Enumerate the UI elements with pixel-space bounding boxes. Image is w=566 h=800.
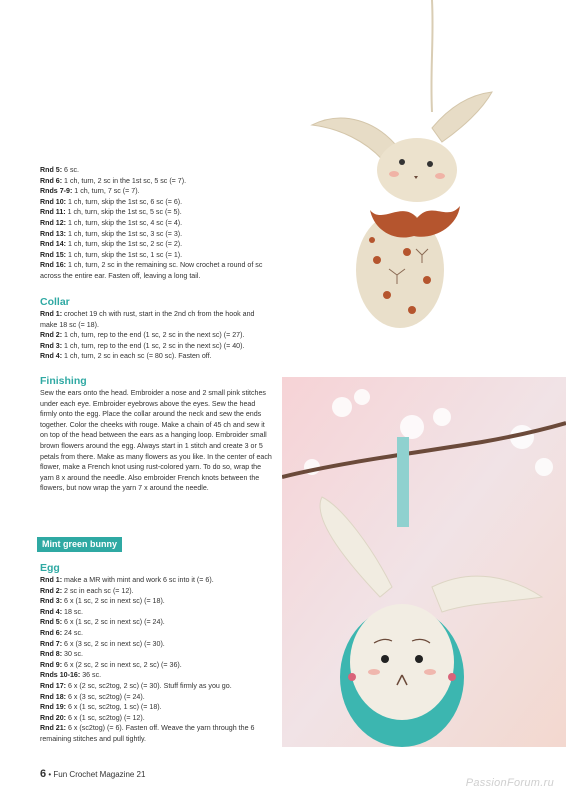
finishing-text: Sew the ears onto the head. Embroider a nose and 2 small pink stitches under each eye. Embroider eyebrows above the eyes. Sew the head firmly onto the egg. Place the collar around the neck and sew the ends together. Color the cheeks with rouge. Make a chain of 45 ch and sew it on top of the head between the ears as a hanging loop. Embroider small brown flowers around the egg. Always start in 1 stitch and create 3 or 5 petals from there. Make as many flowers as you like. In the center of each flower, make a French knot using rust-colored yarn. To do so, wrap the yarn 8 x around the needle. Also embroider French knots between the flowers, but now wrap the yarn 7 x around the needle.: [40, 389, 272, 493]
egg-round: Rnd 21: 6 x (sc2tog) (= 6). Fasten off. Weave the yarn through the 6 remaining stitches and pull tightly.: [40, 724, 255, 743]
mint-bunny-photo: [282, 377, 566, 747]
ear-round: Rnd 15: 1 ch, turn, skip the 1st sc, 1 sc (= 1).: [40, 250, 183, 259]
egg-round: Rnd 3: 6 x (1 sc, 2 sc in next sc) (= 18).: [40, 597, 165, 606]
ear-round: Rnd 12: 1 ch, turn, skip the 1st sc, 4 sc (= 4).: [40, 218, 183, 227]
ear-round: Rnd 16: 1 ch, turn, 2 sc in the remaining sc. Now crochet a round of sc across the entire ear. Fasten off, leaving a long tail.: [40, 261, 263, 280]
egg-round: Rnd 5: 6 x (1 sc, 2 sc in next sc) (= 24).: [40, 618, 165, 627]
collar-round: Rnd 3: 1 ch, turn, rep to the end (1 sc, 2 sc in the next sc) (= 40).: [40, 341, 245, 350]
ear-round: Rnd 13: 1 ch, turn, skip the 1st sc, 3 sc (= 3).: [40, 229, 183, 238]
finishing-heading: Finishing: [40, 375, 87, 387]
ear-round: Rnd 6: 1 ch, turn, 2 sc in the 1st sc, 5 sc (= 7).: [40, 176, 187, 185]
egg-round: Rnd 19: 6 x (1 sc, sc2tog, 1 sc) (= 18).: [40, 703, 162, 712]
ear-round: Rnds 7-9: 1 ch, turn, 7 sc (= 7).: [40, 187, 140, 196]
finishing-section: [40, 375, 272, 494]
egg-round: Rnd 18: 6 x (3 sc, sc2tog) (= 24).: [40, 692, 145, 701]
collar-heading: Collar: [40, 296, 70, 308]
page-footer: [40, 768, 145, 780]
egg-heading: Egg: [40, 562, 60, 574]
ear-round: Rnd 11: 1 ch, turn, skip the 1st sc, 5 sc (= 5).: [40, 208, 182, 217]
egg-round: Rnd 17: 6 x (2 sc, sc2tog, 2 sc) (= 30). Stuff firmly as you go.: [40, 681, 232, 690]
beige-bunny-photo: [282, 0, 566, 340]
ear-round: Rnd 10: 1 ch, turn, skip the 1st sc, 6 sc (= 6).: [40, 197, 183, 206]
collar-round: Rnd 2: 1 ch, turn, rep to the end (1 sc, 2 sc in the next sc) (= 27).: [40, 331, 245, 340]
egg-round: Rnd 8: 30 sc.: [40, 650, 83, 659]
watermark: PassionForum.ru: [465, 777, 554, 789]
ear-round: Rnd 14: 1 ch, turn, skip the 1st sc, 2 sc (= 2).: [40, 240, 183, 249]
collar-round: Rnd 4: 1 ch, turn, 2 sc in each sc (= 80 sc). Fasten off.: [40, 352, 212, 361]
ear-instructions: [40, 165, 272, 282]
egg-round: Rnd 6: 24 sc.: [40, 628, 83, 637]
egg-round: Rnd 4: 18 sc.: [40, 607, 83, 616]
egg-round: Rnd 7: 6 x (3 sc, 2 sc in next sc) (= 30).: [40, 639, 165, 648]
collar-round: Rnd 1: crochet 19 ch with rust, start in the 2nd ch from the hook and make 18 sc (= 18).: [40, 310, 255, 329]
egg-round: Rnd 20: 6 x (1 sc, sc2tog) (= 12).: [40, 713, 145, 722]
egg-round: Rnd 1: make a MR with mint and work 6 sc into it (= 6).: [40, 576, 214, 584]
egg-section: [40, 562, 272, 745]
page-number: 6: [40, 768, 47, 780]
collar-section: [40, 296, 272, 362]
section-banner: Mint green bunny: [37, 537, 122, 552]
magazine-title: Fun Crochet Magazine 21: [53, 770, 146, 779]
egg-round: Rnd 9: 6 x (2 sc, 2 sc in next sc, 2 sc) (= 36).: [40, 660, 182, 669]
egg-round: Rnds 10-16: 36 sc.: [40, 671, 102, 680]
footer-bullet: •: [48, 770, 52, 779]
egg-round: Rnd 2: 2 sc in each sc (= 12).: [40, 586, 134, 595]
ear-round: Rnd 5: 6 sc.: [40, 166, 80, 174]
